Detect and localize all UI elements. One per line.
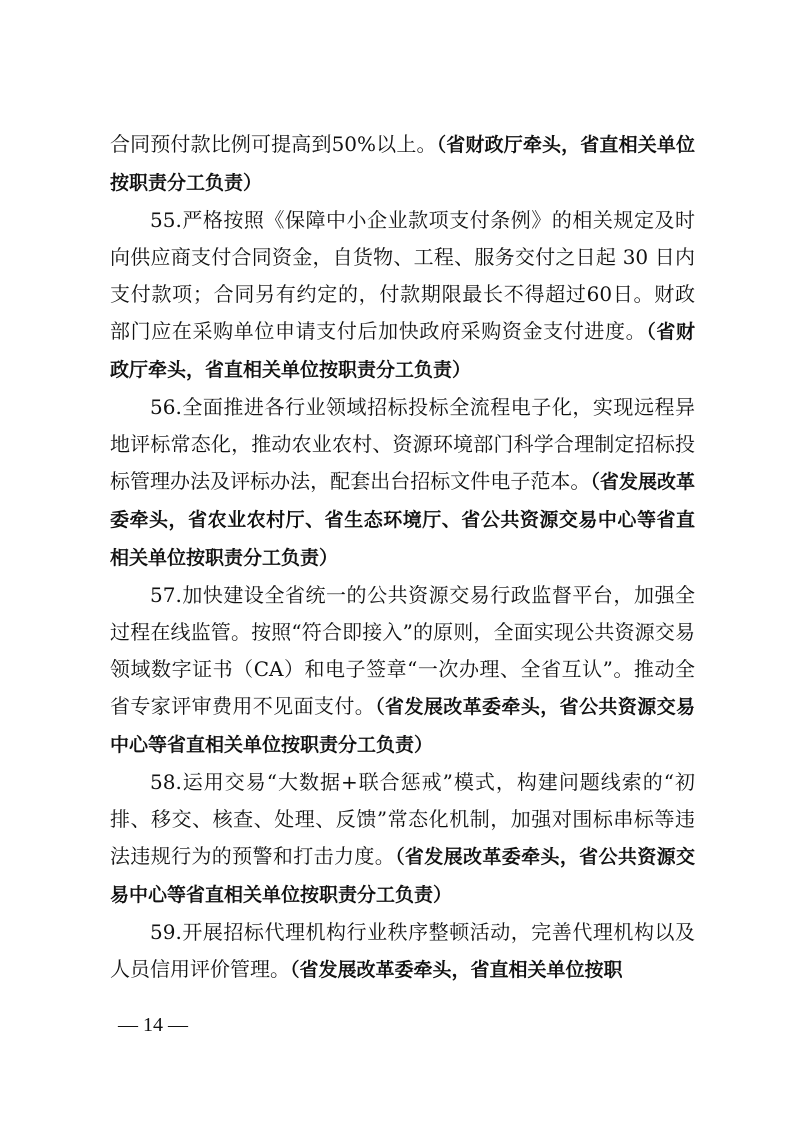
- paragraph-57: [110, 577, 695, 764]
- responsible-units: （省发展改革委牵头，省公共资源交易中心等省直相关单位按职责分工负责）: [110, 696, 695, 756]
- page-number: — 14 —: [118, 1014, 188, 1036]
- paragraph-56: [110, 389, 695, 577]
- paragraph-text: 57.加快建设全省统一的公共资源交易行政监督平台，加强全过程在线监管。按照“符合即接入”的原则，全面实现公共资源交易领域数字证书（CA）和电子签章“一次办理、全省互认”。推动全省专家评审费用不见面支付。: [110, 583, 695, 718]
- responsible-units: （省发展改革委牵头，省直相关单位按职: [290, 959, 623, 981]
- paragraph-58: [110, 764, 695, 914]
- paragraph-0: [110, 126, 695, 202]
- paragraph-59: [110, 914, 695, 989]
- responsible-units: （省财政厅牵头，省直相关单位按职责分工负责）: [110, 134, 695, 194]
- paragraph-text: 58.运用交易“大数据+联合惩戒”模式，构建问题线索的“初排、移交、核查、处理、反馈”常态化机制，加强对围标串标等违法违规行为的预警和打击力度。: [110, 770, 695, 868]
- responsible-units: （省财政厅牵头，省直相关单位按职责分工负责）: [110, 321, 695, 381]
- responsible-units: （省发展改革委牵头，省农业农村厅、省生态环境厅、省公共资源交易中心等省直相关单位按职责分工负责）: [110, 471, 695, 569]
- document-body: [110, 126, 695, 989]
- paragraph-text: 55.严格按照《保障中小企业款项支付条例》的相关规定及时向供应商支付合同资金，自货物、工程、服务交付之日起 30 日内支付款项；合同另有约定的，付款期限最长不得超过60日。财政部门应在采购单位申请支付后加快政府采购资金支付进度。: [110, 208, 695, 343]
- paragraph-text: 56.全面推进各行业领域招标投标全流程电子化，实现远程异地评标常态化，推动农业农村、资源环境部门科学合理制定招标投标管理办法及评标办法，配套出台招标文件电子范本。: [110, 395, 695, 493]
- paragraph-text: 59.开展招标代理机构行业秩序整顿活动，完善代理机构以及人员信用评价管理。: [110, 920, 695, 981]
- paragraph-55: [110, 202, 695, 389]
- responsible-units: （省发展改革委牵头，省公共资源交易中心等省直相关单位按职责分工负责）: [110, 846, 695, 906]
- paragraph-text: 合同预付款比例可提高到50%以上。: [110, 132, 437, 156]
